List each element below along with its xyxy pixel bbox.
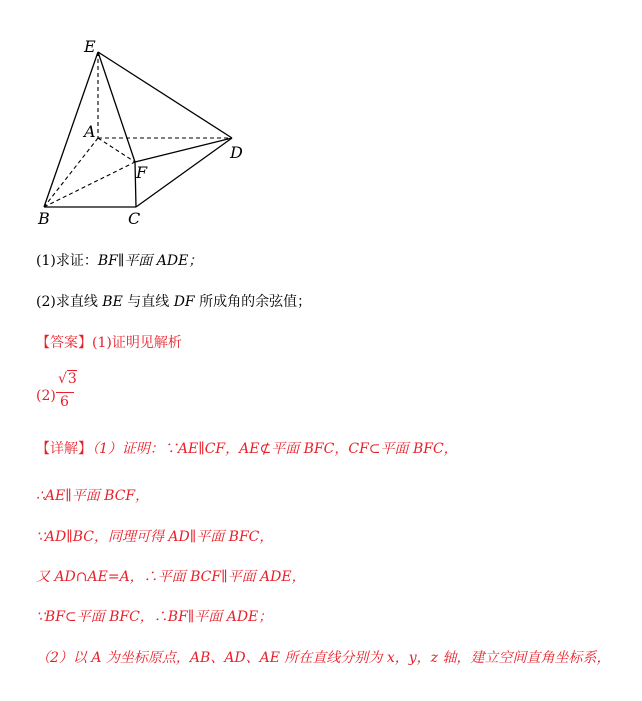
question-2: (2)求直线 BE 与直线 DF 所成角的余弦值； [36, 294, 312, 310]
fraction-bar [56, 392, 74, 393]
answer-bracket: 【答案】 [36, 335, 92, 351]
edge-cd [136, 138, 232, 207]
detail-line-2: ∴AE∥平面 BCF， [36, 488, 150, 504]
edge-ed [98, 52, 232, 138]
edge-fd [135, 138, 232, 162]
label-f: F [136, 163, 148, 182]
edge-ef [98, 52, 135, 162]
question-1-expr: BF∥平面 ADE； [97, 253, 203, 269]
answer-line [36, 333, 182, 353]
label-b: B [38, 209, 50, 228]
detail-line-4: 又 AD∩AE=A，∴平面 BCF∥平面 ADE， [36, 569, 306, 585]
fraction-numerator: √3 [58, 371, 77, 387]
fraction-denominator: 6 [60, 394, 69, 410]
edge-ab [44, 138, 98, 207]
detail-bracket: 【详解】 [36, 441, 92, 457]
answer-part1: (1)证明见解析 [92, 335, 182, 351]
geometry-figure [0, 0, 260, 230]
answer-part2-prefix: (2) [36, 388, 56, 404]
label-e: E [84, 37, 96, 56]
question-1: (1)求证：BF∥平面 ADE； [36, 253, 203, 269]
detail-line-3: ∵AD∥BC，同理可得 AD∥平面 BFC， [36, 529, 274, 545]
detail-line-5: ∵BF⊂平面 BFC，∴BF∥平面 ADE； [36, 609, 273, 625]
label-d: D [230, 143, 243, 162]
detail-line-1: 【详解】（1）证明：∵AE∥CF，AE⊄平面 BFC，CF⊂平面 BFC， [36, 441, 458, 457]
edge-af [98, 138, 135, 162]
label-a: A [84, 122, 96, 141]
detail-line-6: （2）以 A 为坐标原点，AB、AD、AE 所在直线分别为 x，y，z 轴，建立空间直角坐标系， [36, 650, 611, 666]
label-c: C [128, 209, 141, 228]
